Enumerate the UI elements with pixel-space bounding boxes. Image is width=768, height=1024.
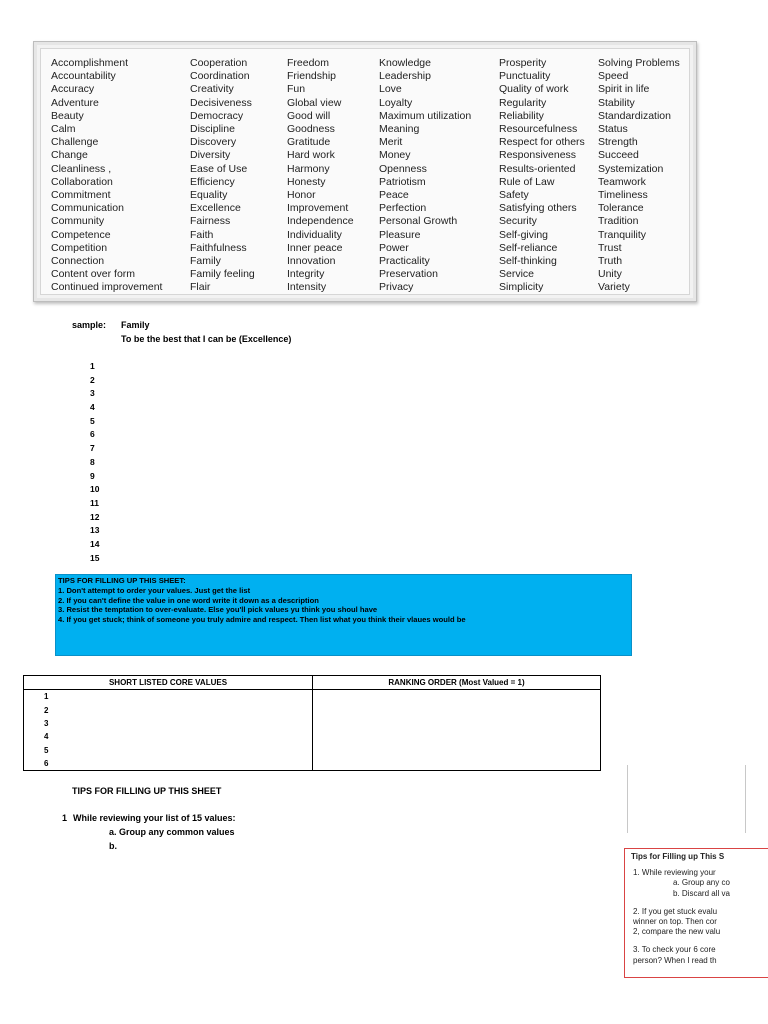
value-item: Timeliness xyxy=(598,189,648,202)
value-item: Preservation xyxy=(379,268,438,281)
ranking-cell[interactable] xyxy=(313,730,601,743)
value-item: Beauty xyxy=(51,109,84,122)
value-item: Harmony xyxy=(287,162,330,175)
value-item: Rule of Law xyxy=(499,175,555,188)
value-item: Faith xyxy=(190,228,214,241)
table-header-row xyxy=(24,676,601,690)
list-number: 8 xyxy=(90,456,95,467)
value-item: Goodness xyxy=(287,123,335,136)
value-item: Succeed xyxy=(598,149,639,162)
value-item: Openness xyxy=(379,162,427,175)
value-item: Tolerance xyxy=(598,202,644,215)
value-item: Accuracy xyxy=(51,83,95,96)
value-item: Loyalty xyxy=(379,96,413,109)
value-item: Independence xyxy=(287,215,354,228)
value-item: Diversity xyxy=(190,149,231,162)
value-item: Family xyxy=(190,255,221,268)
value-item: Competition xyxy=(51,241,108,254)
excerpt-line-8: person? When I read th xyxy=(633,955,717,965)
values-list-panel xyxy=(33,41,697,302)
tips-section-title: TIPS FOR FILLING UP THIS SHEET xyxy=(72,786,222,796)
value-item: Strength xyxy=(598,136,638,149)
value-item: Competence xyxy=(51,228,111,241)
tips-item-number: 1 xyxy=(62,813,68,823)
value-item: Excellence xyxy=(190,202,241,215)
value-item: Personal Growth xyxy=(379,215,458,228)
column-header-ranking-order: RANKING ORDER (Most Valued = 1) xyxy=(313,676,601,690)
value-item: Systemization xyxy=(598,162,664,175)
values-column-1 xyxy=(51,57,162,295)
tips-title: TIPS FOR FILLING UP THIS SHEET: xyxy=(58,576,186,585)
excerpt-line-6: 2, compare the new valu xyxy=(633,927,721,937)
value-item: Fun xyxy=(287,83,306,96)
value-item: Innovation xyxy=(287,255,336,268)
list-number: 2 xyxy=(90,374,95,385)
sample-value: Family xyxy=(121,320,150,330)
value-item: Faithfulness xyxy=(190,241,247,254)
value-item: Resourcefulness xyxy=(499,123,578,136)
value-item: Results-oriented xyxy=(499,162,576,175)
value-item: Practicality xyxy=(379,255,430,268)
table-row xyxy=(24,717,601,730)
list-number: 9 xyxy=(90,470,95,481)
value-item: Challenge xyxy=(51,136,99,149)
value-item: Equality xyxy=(190,189,228,202)
tips-line-2: 2. If you can't define the value in one word write it down as a description xyxy=(58,595,319,605)
value-item: Continued improvement xyxy=(51,281,163,294)
tips-box xyxy=(55,574,632,656)
value-item: Honor xyxy=(287,189,316,202)
value-item: Variety xyxy=(598,281,630,294)
value-item: Efficiency xyxy=(190,175,235,188)
cropped-frame-line-left xyxy=(627,765,628,833)
value-item: Content over form xyxy=(51,268,136,281)
excerpt-line-7: 3. To check your 6 core xyxy=(633,945,716,955)
value-item: Community xyxy=(51,215,105,228)
value-item: Privacy xyxy=(379,281,414,294)
ranking-cell[interactable] xyxy=(313,690,601,704)
list-number: 5 xyxy=(90,415,95,426)
list-number: 15 xyxy=(90,552,100,563)
row-number: 6 xyxy=(24,757,313,771)
value-item: Hard work xyxy=(287,149,335,162)
value-item: Meaning xyxy=(379,123,420,136)
tips-excerpt-image xyxy=(624,848,768,978)
value-item: Gratitude xyxy=(287,136,331,149)
ranking-cell[interactable] xyxy=(313,757,601,771)
value-item: Leadership xyxy=(379,70,431,83)
tips-sub-item-b: b. xyxy=(109,841,117,851)
list-number: 7 xyxy=(90,443,95,454)
value-item: Honesty xyxy=(287,175,326,188)
value-item: Creativity xyxy=(190,83,234,96)
value-item: Self-giving xyxy=(499,228,549,241)
table-row xyxy=(24,744,601,757)
excerpt-line-4: 2. If you get stuck evalu xyxy=(633,906,718,916)
value-item: Decisiveness xyxy=(190,96,252,109)
ranking-cell[interactable] xyxy=(313,703,601,716)
column-header-core-values: SHORT LISTED CORE VALUES xyxy=(24,676,313,690)
value-item: Security xyxy=(499,215,537,228)
value-item: Good will xyxy=(287,109,331,122)
values-column-4 xyxy=(379,57,471,295)
tips-line-3: 3. Resist the temptation to over-evaluate. Else you'll pick values yu think you shoul have xyxy=(58,605,378,615)
values-list-inner xyxy=(40,48,690,295)
value-item: Punctuality xyxy=(499,70,551,83)
value-item: Calm xyxy=(51,123,76,136)
list-number: 14 xyxy=(90,538,100,549)
excerpt-title: Tips for Filling up This S xyxy=(631,852,725,861)
value-item: Tranquility xyxy=(598,228,647,241)
excerpt-line-1: 1. While reviewing your xyxy=(633,868,716,878)
values-column-2 xyxy=(190,57,255,295)
sample-label: sample: xyxy=(72,320,107,330)
list-number: 1 xyxy=(90,361,95,371)
value-item: Integrity xyxy=(287,268,325,281)
value-item: Ease of Use xyxy=(190,162,248,175)
value-item: Solving Problems xyxy=(598,57,680,69)
list-number: 10 xyxy=(90,484,100,495)
value-item: Quality of work xyxy=(499,83,569,96)
table-row xyxy=(24,757,601,771)
value-item: Commitment xyxy=(51,189,111,202)
excerpt-line-5: winner on top. Then cor xyxy=(633,917,717,927)
value-item: Coordination xyxy=(190,70,250,83)
value-item: Fairness xyxy=(190,215,231,228)
tips-line-1: 1. Don't attempt to order your values. Just get the list xyxy=(58,585,251,595)
list-number: 3 xyxy=(90,388,95,399)
values-column-6 xyxy=(598,57,680,295)
value-item: Money xyxy=(379,149,411,162)
value-item: Accountability xyxy=(51,70,116,83)
value-item: Discovery xyxy=(190,136,237,149)
core-values-table xyxy=(23,675,601,771)
value-item: Pleasure xyxy=(379,228,421,241)
value-item: Spirit in life xyxy=(598,83,650,96)
value-item: Individuality xyxy=(287,228,342,241)
row-number: 2 xyxy=(24,703,313,716)
tips-line-4: 4. If you get stuck; think of someone you truly admire and respect. Then list what you think their vlaues would be xyxy=(58,615,466,625)
value-item: Flair xyxy=(190,281,211,294)
ranking-cell[interactable] xyxy=(313,744,601,757)
row-number: 5 xyxy=(24,744,313,757)
table-row xyxy=(24,690,601,704)
value-item: Knowledge xyxy=(379,57,431,69)
cropped-frame-line-right xyxy=(745,765,746,833)
values-numbered-list xyxy=(90,360,99,565)
tips-sub-item-a: a. Group any common values xyxy=(109,827,235,837)
value-item: Patriotism xyxy=(379,175,426,188)
row-number: 1 xyxy=(24,690,313,704)
table-row xyxy=(24,703,601,716)
value-item: Simplicity xyxy=(499,281,544,294)
value-item: Connection xyxy=(51,255,105,268)
value-item: Prosperity xyxy=(499,57,547,69)
value-item: Communication xyxy=(51,202,124,215)
sample-description: To be the best that I can be (Excellence) xyxy=(121,334,292,344)
value-item: Perfection xyxy=(379,202,427,215)
value-item: Regularity xyxy=(499,96,547,109)
value-item: Improvement xyxy=(287,202,349,215)
value-item: Merit xyxy=(379,136,403,149)
value-item: Global view xyxy=(287,96,342,109)
excerpt-line-2: a. Group any co xyxy=(673,878,730,888)
value-item: Status xyxy=(598,123,628,136)
value-item: Stability xyxy=(598,96,635,109)
value-item: Unity xyxy=(598,268,622,281)
list-number: 6 xyxy=(90,429,95,440)
value-item: Democracy xyxy=(190,109,244,122)
value-item: Maximum utilization xyxy=(379,109,472,122)
list-number: 4 xyxy=(90,402,95,413)
value-item: Reliability xyxy=(499,109,544,122)
value-item: Intensity xyxy=(287,281,327,294)
list-number: 12 xyxy=(90,511,100,522)
value-item: Respect for others xyxy=(499,136,585,149)
value-item: Satisfying others xyxy=(499,202,577,215)
value-item: Safety xyxy=(499,189,529,202)
value-item: Self-thinking xyxy=(499,255,557,268)
table-row xyxy=(24,730,601,743)
value-item: Peace xyxy=(379,189,409,202)
value-item: Freedom xyxy=(287,57,330,69)
value-item: Truth xyxy=(598,255,623,268)
value-item: Inner peace xyxy=(287,241,343,254)
value-item: Collaboration xyxy=(51,175,113,188)
value-item: Service xyxy=(499,268,535,281)
ranking-cell[interactable] xyxy=(313,717,601,730)
value-item: Tradition xyxy=(598,215,639,228)
tips-item-text: While reviewing your list of 15 values: xyxy=(73,813,236,823)
value-item: Friendship xyxy=(287,70,337,83)
value-item: Family feeling xyxy=(190,268,255,281)
value-item: Standardization xyxy=(598,109,671,122)
value-item: Accomplishment xyxy=(51,57,129,69)
value-item: Power xyxy=(379,241,409,254)
values-column-3 xyxy=(287,57,354,295)
row-number: 4 xyxy=(24,730,313,743)
list-number: 11 xyxy=(90,497,99,508)
value-item: Self-reliance xyxy=(499,241,558,254)
value-item: Teamwork xyxy=(598,175,646,188)
value-item: Cleanliness , xyxy=(51,162,112,175)
values-column-5 xyxy=(499,57,585,295)
value-item: Responsiveness xyxy=(499,149,577,162)
value-item: Adventure xyxy=(51,96,99,109)
row-number: 3 xyxy=(24,717,313,730)
value-item: Change xyxy=(51,149,88,162)
value-item: Speed xyxy=(598,70,629,83)
excerpt-line-3: b. Discard all va xyxy=(673,888,730,898)
value-item: Love xyxy=(379,83,402,96)
value-item: Discipline xyxy=(190,123,235,136)
value-item: Cooperation xyxy=(190,57,248,69)
list-number: 13 xyxy=(90,525,100,536)
value-item: Trust xyxy=(598,241,622,254)
